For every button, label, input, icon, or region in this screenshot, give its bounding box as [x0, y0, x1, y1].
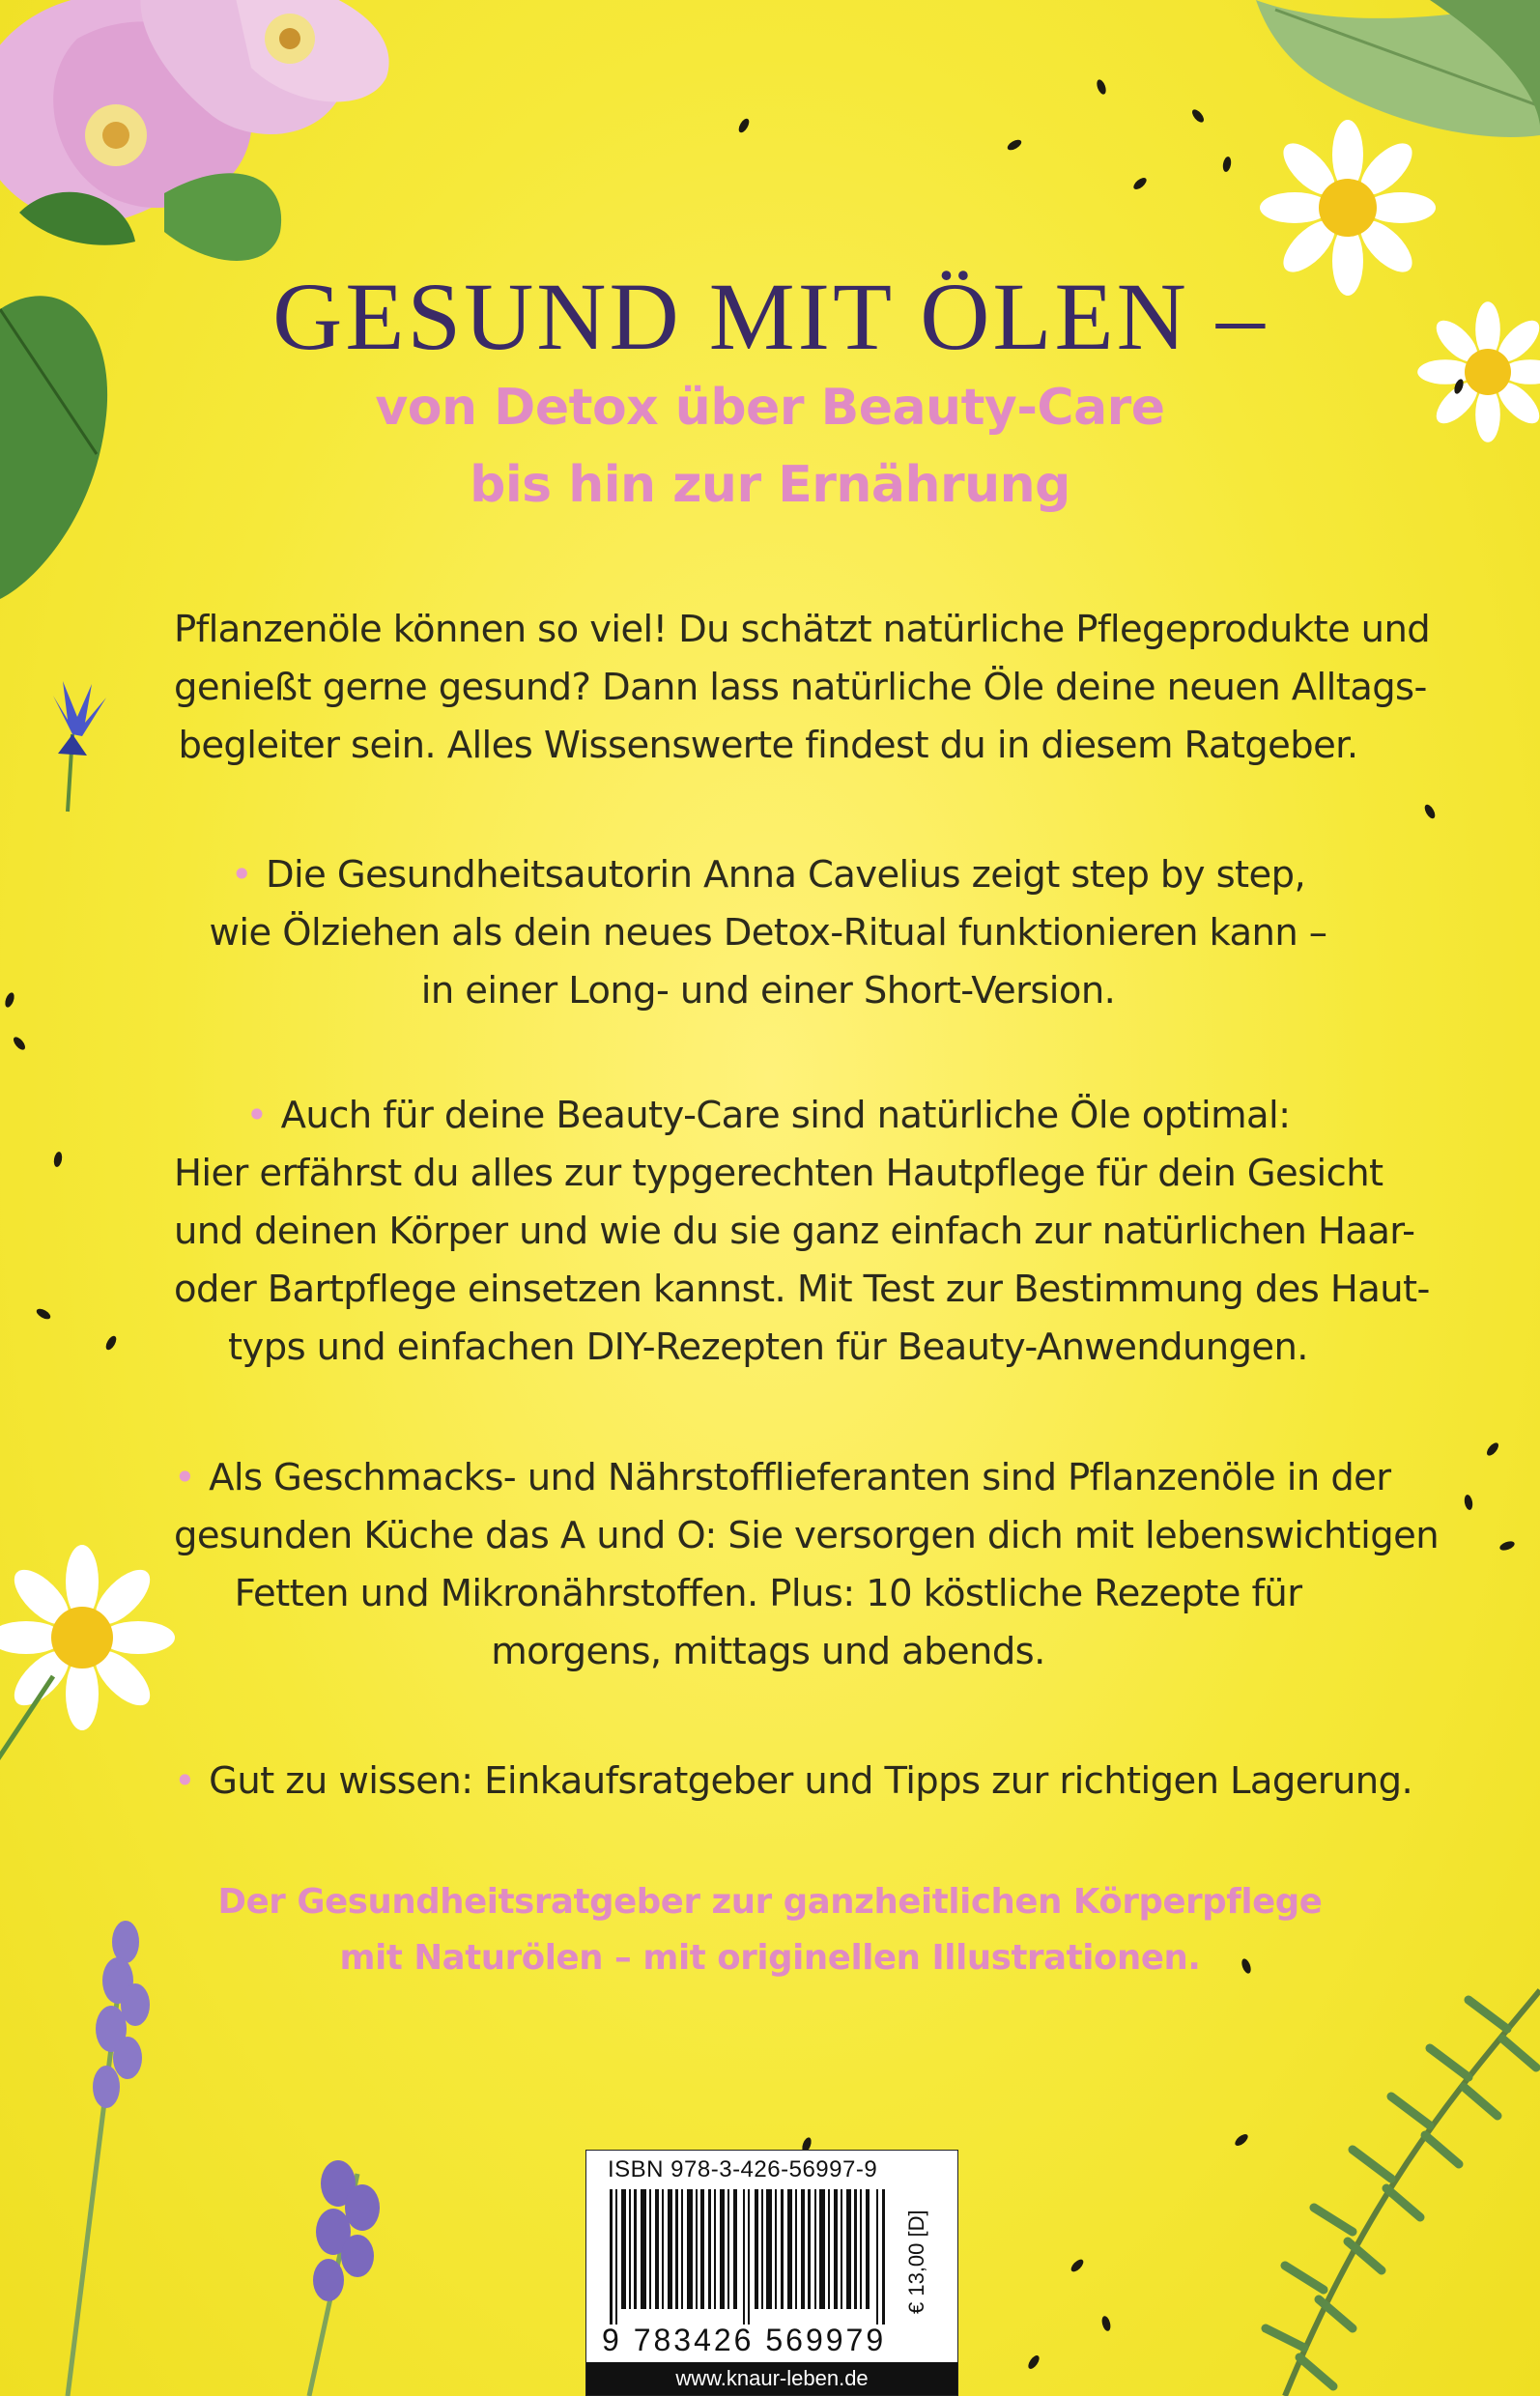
- bullet-line: und deinen Körper und wie du sie ganz einfach zur natürlichen Haar-: [174, 1210, 1415, 1253]
- closing-line: mit Naturölen – mit originellen Illustrationen.: [339, 1938, 1201, 1978]
- bullet-line: Die Gesundheitsautorin Anna Cavelius zeigt step by step,: [266, 853, 1306, 897]
- bullet-line: Gut zu wissen: Einkaufsratgeber und Tipps zur richtigen Lagerung.: [209, 1759, 1413, 1803]
- intro-line: Pflanzenöle können so viel! Du schätzt natürliche Pflegeprodukte und: [174, 608, 1431, 651]
- intro-line: genießt gerne gesund? Dann lass natürliche Öle deine neuen Alltags-: [174, 666, 1427, 709]
- bullet-line: in einer Long- und einer Short-Version.: [420, 969, 1116, 1013]
- isbn-digits: 9 783426 569979: [602, 2323, 887, 2357]
- bullet-line: oder Bartpflege einsetzen kannst. Mit Test zur Bestimmung des Haut-: [174, 1268, 1430, 1311]
- lavender-icon: [68, 1921, 380, 2396]
- headline: GESUND MIT ÖLEN –: [272, 263, 1268, 370]
- chamomile-flower-icon: [0, 1545, 175, 1763]
- bullet-paragraph-2: [174, 1087, 1430, 1377]
- bullet-line: typs und einfachen DIY-Rezepten für Beauty-Anwendungen.: [228, 1326, 1308, 1369]
- bullet-icon: •: [230, 853, 252, 897]
- barcode-icon: [604, 2189, 894, 2325]
- bullet-line: wie Ölziehen als dein neues Detox-Ritual funktionieren kann –: [209, 911, 1327, 955]
- bullet-paragraph-4: [174, 1753, 1413, 1811]
- barcode-box: [585, 2150, 958, 2396]
- subheadline-line-2: bis hin zur Ernährung: [470, 456, 1070, 514]
- bullet-line: Auch für deine Beauty-Care sind natürliche Öle optimal:: [280, 1094, 1291, 1137]
- bullet-line: Hier erfährst du alles zur typgerechten Hautpflege für dein Gesicht: [174, 1152, 1383, 1195]
- bullet-icon: •: [245, 1094, 268, 1137]
- bullet-line: Als Geschmacks- und Nährstofflieferanten sind Pflanzenöle in der: [209, 1456, 1391, 1499]
- bullet-paragraph-1: [174, 846, 1362, 1020]
- leaf-icon: [1256, 0, 1540, 137]
- closing-tagline: [0, 1874, 1540, 1986]
- rosemary-icon: [1266, 1990, 1540, 2396]
- intro-line: begleiter sein. Alles Wissenswerte findest du in diesem Ratgeber.: [178, 724, 1358, 767]
- isbn-label: ISBN 978-3-426-56997-9: [608, 2156, 878, 2182]
- bullet-line: Fetten und Mikronährstoffen. Plus: 10 köstliche Rezepte für: [234, 1572, 1302, 1615]
- bullet-line: morgens, mittags und abends.: [491, 1630, 1045, 1673]
- cornflower-icon: [53, 681, 106, 812]
- publisher-url: www.knaur-leben.de: [586, 2362, 957, 2395]
- bullet-paragraph-3: [174, 1449, 1439, 1681]
- price-label: € 13,00 [D]: [904, 2210, 928, 2314]
- subheadline-line-1: von Detox über Beauty-Care: [375, 379, 1165, 437]
- closing-line: Der Gesundheitsratgeber zur ganzheitlichen Körperpflege: [217, 1882, 1323, 1922]
- intro-paragraph: [174, 601, 1431, 775]
- bullet-line: gesunden Küche das A und O: Sie versorgen dich mit lebenswichtigen: [174, 1514, 1439, 1557]
- bullet-icon: •: [174, 1456, 196, 1499]
- bullet-icon: •: [174, 1759, 196, 1803]
